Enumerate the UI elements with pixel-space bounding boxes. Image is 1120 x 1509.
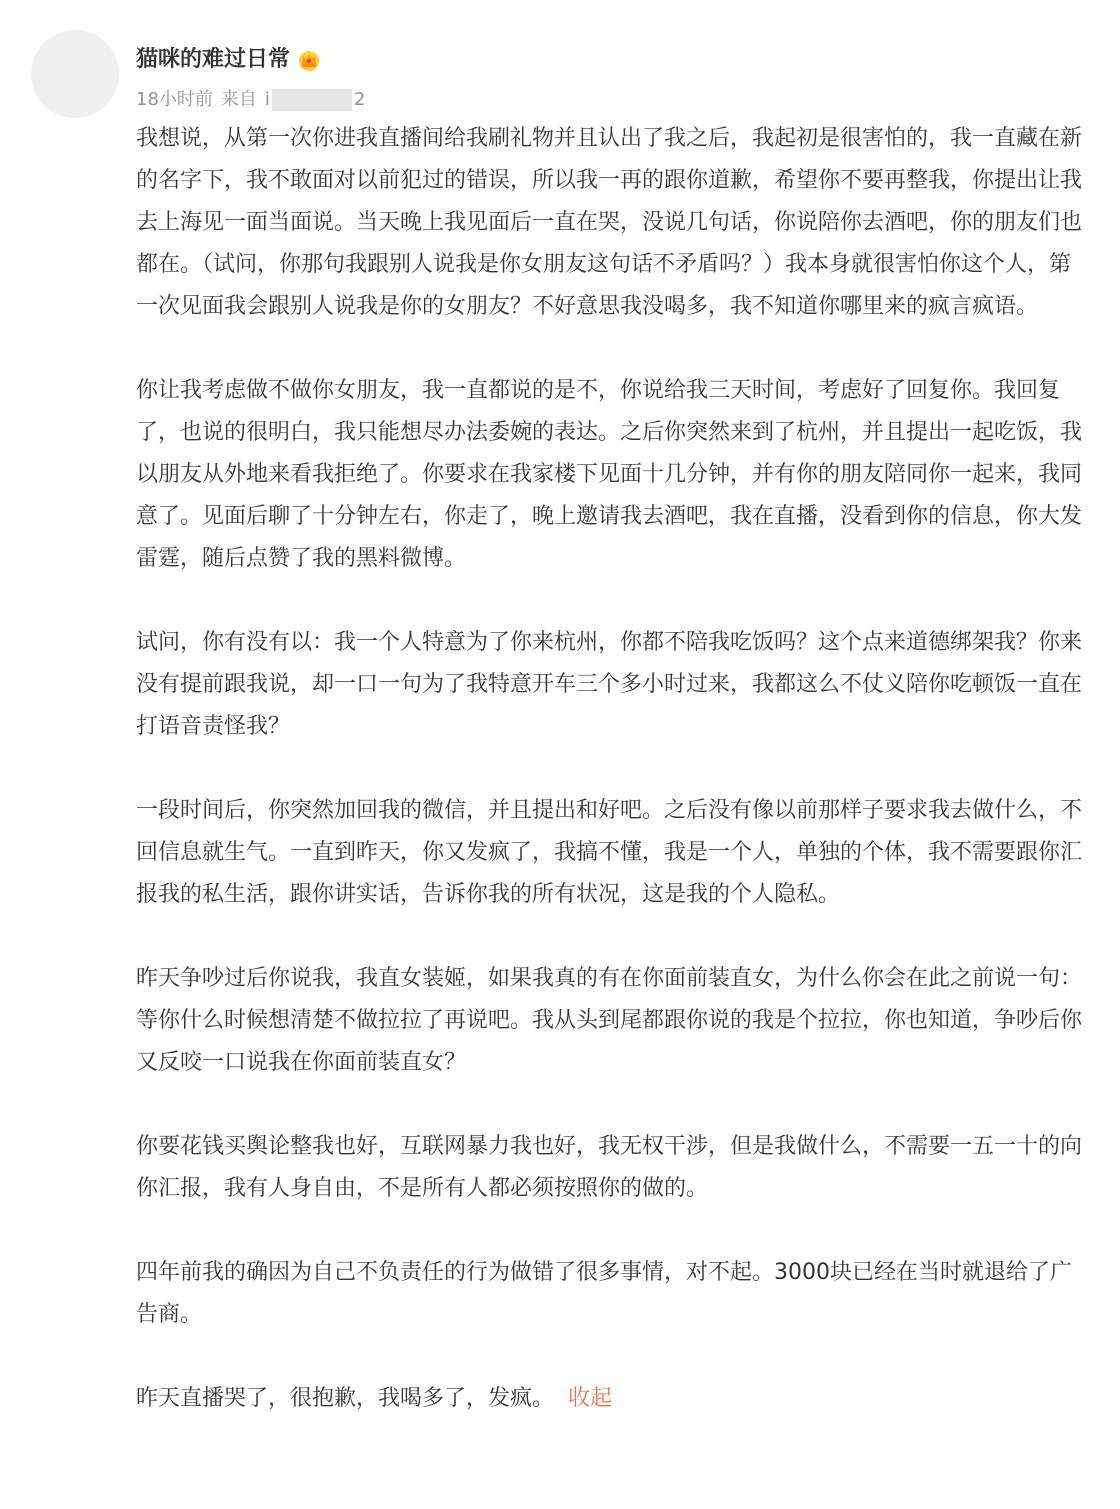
post-content bbox=[136, 118, 1084, 1420]
username-row bbox=[136, 43, 322, 77]
paragraph: 你让我考虑做不做你女朋友，我一直都说的是不，你说给我三天时间，考虑好了回复你。我回复了，也说的很明白，我只能想尽办法委婉的表达。之后你突然来到了杭州，并且提出一起吃饭，我以朋友从外地来看我拒绝了。你要求在我家楼下见面十几分钟，并有你的朋友陪同你一起来，我同意了。见面后聊了十分钟左右，你走了，晚上邀请我去酒吧，我在直播，没看到你的信息，你大发雷霆，随后点赞了我的黑料微博。 bbox=[136, 378, 1083, 571]
paragraph: 四年前我的确因为自己不负责任的行为做错了很多事情，对不起。3000块已经在当时就退给了广告商。 bbox=[136, 1260, 1072, 1327]
source-prefix: 来自 bbox=[220, 89, 257, 110]
paragraph: 一段时间后，你突然加回我的微信，并且提出和好吧。之后没有像以前那样子要求我去做什么，不回信息就生气。一直到昨天，你又发疯了，我搞不懂，我是一个人，单独的个体，我不需要跟你汇报我的私生活，跟你讲实话，告诉你我的所有状况，这是我的个人隐私。 bbox=[136, 798, 1083, 907]
paragraph: 我想说，从第一次你进我直播间给我刷礼物并且认出了我之后，我起初是很害怕的，我一直藏在新的名字下，我不敢面对以前犯过的错误，所以我一再的跟你道歉，希望你不要再整我，你提出让我去上海见一面当面说。当天晚上我见面后一直在哭，没说几句话，你说陪你去酒吧，你的朋友们也都在。（试问，你那句我跟别人说我是你女朋友这句话不矛盾吗？）我本身就很害怕你这个人，第一次见面我会跟别人说我是你的女朋友？不好意思我没喝多，我不知道你哪里来的疯言疯语。 bbox=[136, 126, 1083, 319]
redaction-mask bbox=[272, 89, 352, 111]
paragraph-last-text: 昨天直播哭了，很抱歉，我喝多了，发疯。 bbox=[136, 1386, 555, 1411]
source-end: 2 bbox=[353, 89, 366, 110]
source-start: i bbox=[264, 89, 270, 110]
avatar[interactable] bbox=[31, 30, 119, 118]
post-source bbox=[221, 86, 365, 114]
collapse-link[interactable]: 收起 bbox=[568, 1386, 613, 1411]
post-time[interactable]: 18小时前 bbox=[136, 89, 213, 110]
paragraph: 昨天争吵过后你说我，我直女装姬，如果我真的有在你面前装直女，为什么你会在此之前说一句：等你什么时候想清楚不做拉拉了再说吧。我从头到尾都跟你说的我是个拉拉，你也知道，争吵后你又反咬一口说我在你面前装直女？ bbox=[136, 966, 1083, 1075]
paragraph: 试问，你有没有以：我一个人特意为了你来杭州，你都不陪我吃饭吗？这个点来道德绑架我？你来没有提前跟我说，却一口一句为了我特意开车三个多小时过来，我都这么不仗义陪你吃顿饭一直在打语音责怪我？ bbox=[136, 630, 1083, 739]
username-link[interactable]: 猫咪的难过日常 bbox=[136, 47, 291, 72]
paragraph-last bbox=[136, 1378, 1084, 1420]
paragraph: 你要花钱买舆论整我也好，互联网暴力我也好，我无权干涉，但是我做什么，不需要一五一十的向你汇报，我有人身自由，不是所有人都必须按照你的做的。 bbox=[136, 1134, 1083, 1201]
post-meta bbox=[136, 86, 365, 114]
crown-badge-icon[interactable] bbox=[296, 47, 322, 73]
